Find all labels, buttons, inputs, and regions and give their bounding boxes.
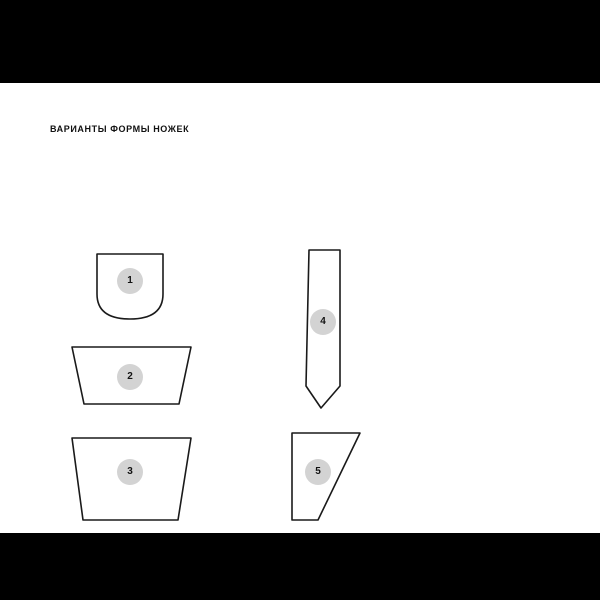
shape-badge-2: 2 — [117, 364, 143, 390]
page-title: ВАРИАНТЫ ФОРМЫ НОЖЕК — [50, 124, 190, 134]
leg-shapes-svg — [0, 83, 600, 533]
shape-badge-5: 5 — [305, 459, 331, 485]
diagram-canvas — [0, 83, 600, 533]
shape-badge-3: 3 — [117, 459, 143, 485]
shape-badge-1: 1 — [117, 268, 143, 294]
shape-badge-4: 4 — [310, 309, 336, 335]
